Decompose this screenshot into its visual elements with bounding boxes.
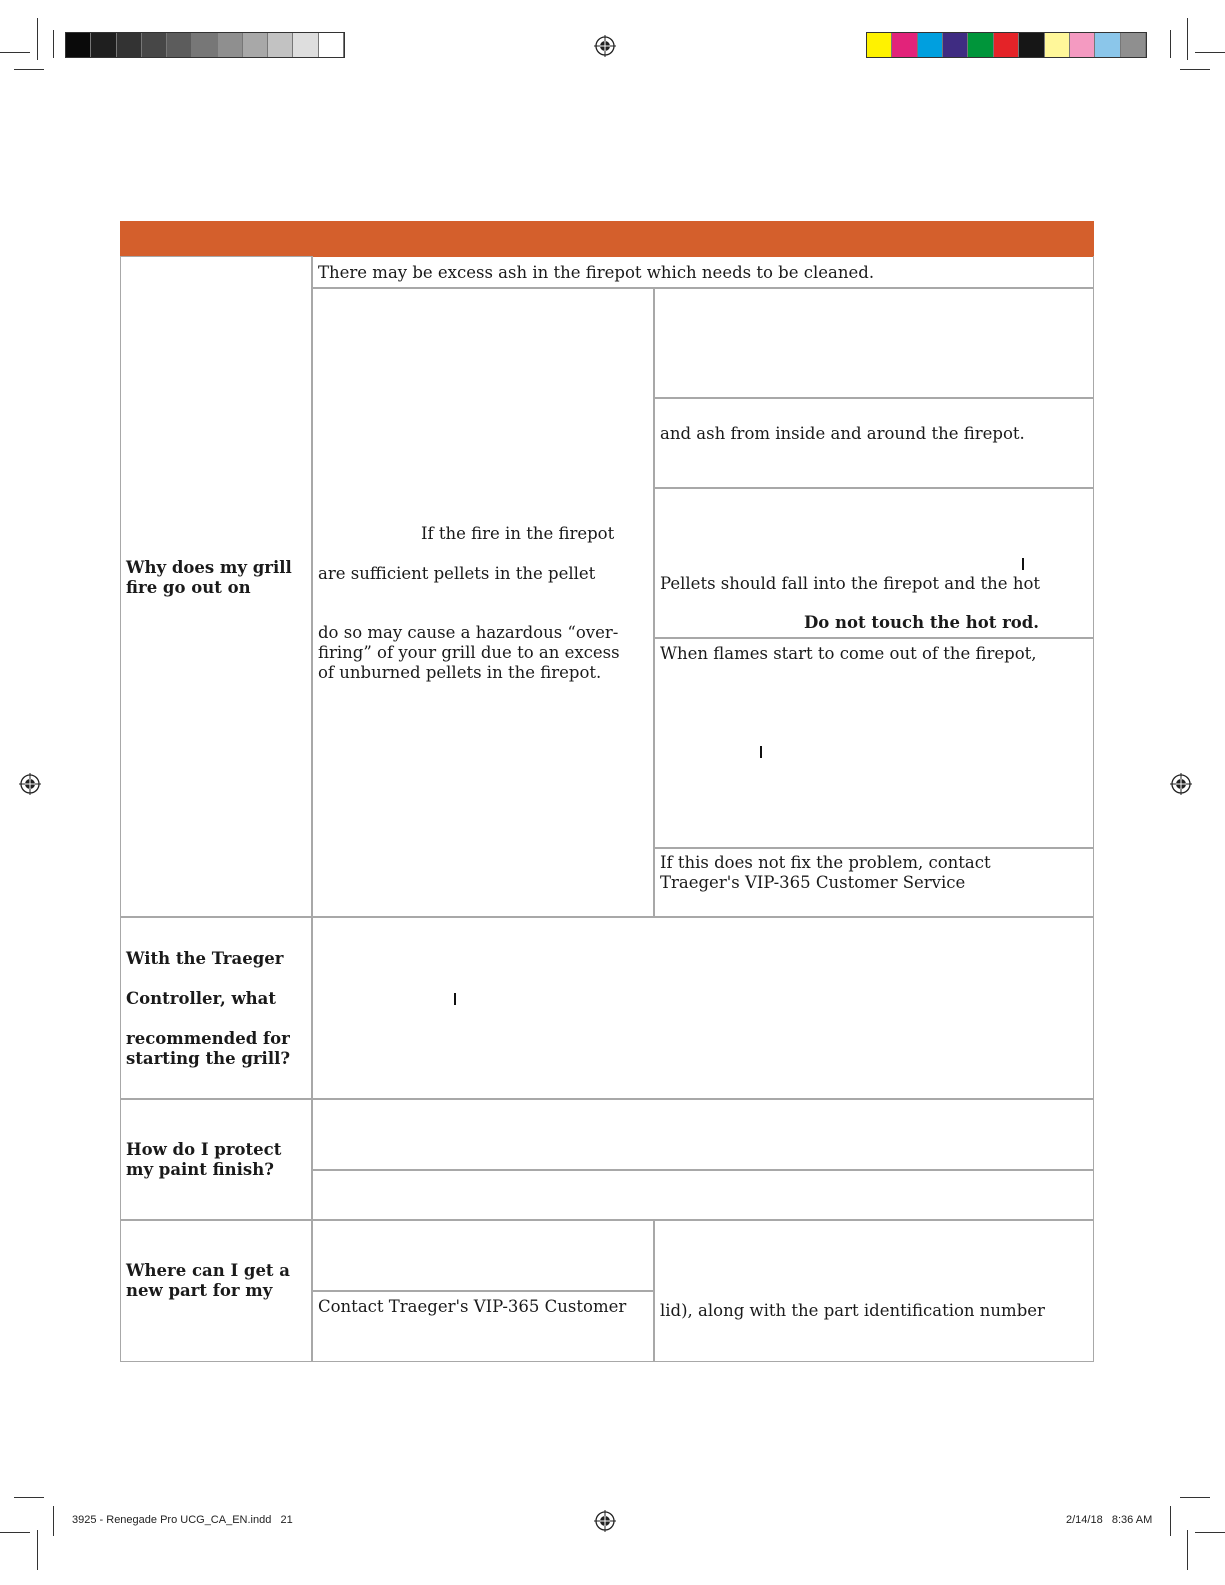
crop-mark-bottom-left-h2	[0, 1532, 30, 1533]
row2-answer-cell	[311, 916, 1094, 1100]
color-swatch	[1019, 33, 1044, 57]
gray-swatch	[192, 33, 217, 57]
footer-file-slug: 3925 - Renegade Pro UCG_CA_EN.indd 21	[72, 1514, 293, 1526]
crop-mark-top-left-v2	[53, 30, 54, 58]
row3-question: How do I protect my paint finish?	[126, 1140, 282, 1179]
crop-mark-bottom-left-h	[14, 1497, 44, 1498]
color-swatch	[892, 33, 917, 57]
crop-mark-top-right-h	[1195, 52, 1225, 53]
row4-middle-text: Contact Traeger's VIP-365 Customer	[318, 1297, 627, 1316]
crop-mark-bottom-right-h2	[1195, 1532, 1225, 1533]
gray-swatch	[167, 33, 192, 57]
row4-right-cell	[653, 1219, 1094, 1362]
row1-question: Why does my grill fire go out on	[126, 558, 292, 597]
row1-step4-text: When flames start to come out of the firepot,	[660, 644, 1037, 663]
row2-question: With the Traeger Controller, what recommended for starting the grill?	[126, 949, 291, 1068]
table-header	[120, 221, 1094, 257]
row1-step5-text: If this does not fix the problem, contact Traeger's VIP-365 Customer Service	[660, 853, 991, 892]
row1-middle-line3: do so may cause a hazardous “over- firing” of your grill due to an excess of unburned pellets in the firepot.	[318, 623, 620, 682]
crop-mark-bottom-right-v2	[1187, 1530, 1188, 1570]
row1-middle-line2: are sufficient pellets in the pellet	[318, 564, 596, 583]
crop-mark-top-right-v2	[1170, 30, 1171, 58]
gray-swatch	[293, 33, 318, 57]
registration-mark-icon	[19, 773, 41, 795]
crop-mark-top-left-h2	[14, 69, 44, 70]
gray-swatch	[218, 33, 243, 57]
registration-mark-icon	[594, 35, 616, 57]
crop-mark-top-left-h	[0, 52, 30, 53]
header-question: Question	[184, 9, 248, 29]
color-swatch	[1121, 33, 1146, 57]
crop-mark-top-right-v	[1187, 18, 1188, 60]
row1-step4-cell	[653, 637, 1094, 849]
row3-answer-top-cell	[311, 1098, 1094, 1171]
row1-step2-text: and ash from inside and around the firepot.	[660, 424, 1025, 443]
crop-mark-bottom-right-v	[1170, 1506, 1171, 1536]
crop-mark-bottom-left-v2	[37, 1530, 38, 1570]
row1-middle-line1: If the fire in the firepot	[421, 524, 615, 543]
row1-answer-top: There may be excess ash in the firepot which needs to be cleaned.	[318, 263, 875, 282]
cursor-mark	[760, 746, 762, 758]
cursor-mark	[1022, 558, 1024, 570]
row1-step1-cell	[653, 287, 1094, 399]
color-swatch	[968, 33, 993, 57]
gray-swatch	[117, 33, 142, 57]
registration-mark-icon	[594, 1510, 616, 1532]
crop-mark-top-left-v	[37, 18, 38, 60]
row1-middle-cell	[311, 287, 655, 918]
footer-date: 2/14/18 8:36 AM	[1066, 1514, 1153, 1526]
color-swatch	[867, 33, 892, 57]
gray-swatch	[268, 33, 293, 57]
gray-swatch	[66, 33, 91, 57]
header-answer: Answer	[676, 9, 730, 29]
row3-answer-bottom-cell	[311, 1169, 1094, 1221]
gray-swatch	[319, 33, 344, 57]
color-swatch	[1070, 33, 1095, 57]
registration-mark-icon	[1170, 773, 1192, 795]
gray-swatch	[142, 33, 167, 57]
row4-middle-top-cell	[311, 1219, 655, 1292]
crop-mark-bottom-left-v	[53, 1506, 54, 1536]
color-swatch	[918, 33, 943, 57]
color-swatch	[943, 33, 968, 57]
row1-step3-warning: Do not touch the hot rod.	[804, 613, 1040, 632]
row1-step3-text: Pellets should fall into the firepot and the hot	[660, 574, 1041, 593]
color-swatch	[1095, 33, 1120, 57]
row4-question: Where can I get a new part for my	[126, 1261, 290, 1300]
gray-swatch	[91, 33, 116, 57]
crop-mark-top-right-h2	[1180, 69, 1210, 70]
color-swatch	[1045, 33, 1070, 57]
color-swatch	[994, 33, 1019, 57]
gray-swatch	[243, 33, 268, 57]
crop-mark-bottom-right-h	[1180, 1497, 1210, 1498]
cursor-mark	[454, 993, 456, 1005]
row4-right-text: lid), along with the part identification number	[660, 1301, 1045, 1320]
